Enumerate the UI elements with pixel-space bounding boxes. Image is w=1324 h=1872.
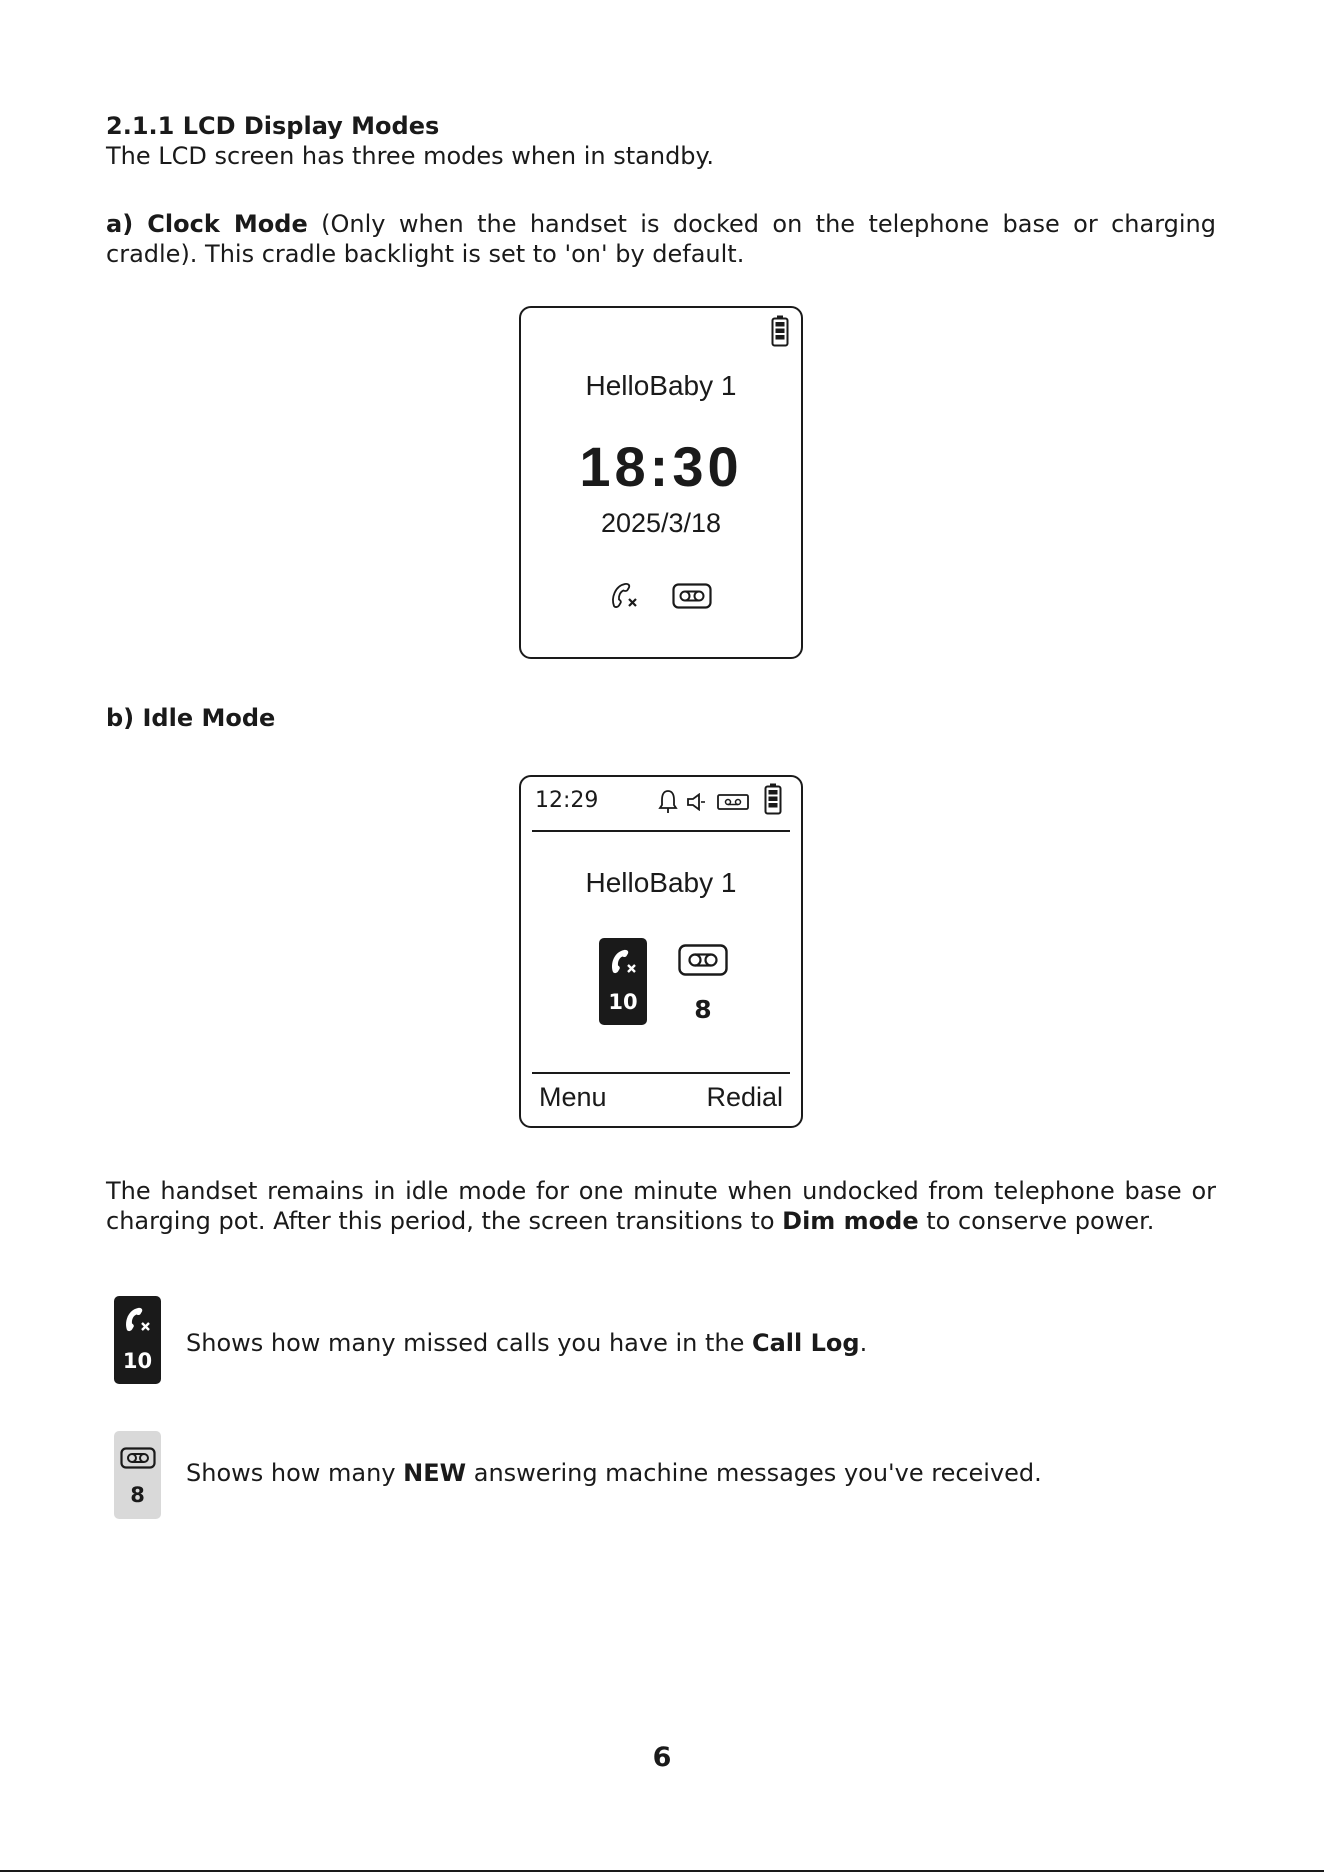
missed-calls-badge[interactable] bbox=[599, 938, 647, 1025]
answering-machine-icon bbox=[672, 583, 712, 609]
answering-machine-icon bbox=[678, 944, 728, 976]
legend-messages-before: Shows how many bbox=[186, 1459, 404, 1487]
menu-softkey[interactable]: Menu bbox=[539, 1082, 607, 1112]
section-intro: The LCD screen has three modes when in standby. bbox=[106, 142, 714, 170]
legend-messages-badge bbox=[114, 1431, 161, 1519]
idle-description-part1: The handset remains in idle mode for one minute when undocked from telephone base or charging pot. After this period, the screen transitions to bbox=[106, 1177, 1216, 1235]
legend-missed-calls-count: 10 bbox=[122, 1349, 153, 1373]
answering-machine-icon bbox=[120, 1447, 156, 1469]
legend-messages-count: 8 bbox=[130, 1483, 145, 1507]
softkey-divider bbox=[532, 1072, 790, 1074]
legend-missed-calls-before: Shows how many missed calls you have in the bbox=[186, 1329, 752, 1357]
idle-mode-screen bbox=[519, 775, 803, 1128]
legend-missed-calls-after: . bbox=[859, 1329, 868, 1357]
status-divider bbox=[532, 830, 790, 832]
missed-calls-count: 10 bbox=[608, 990, 638, 1014]
handset-name: HelloBaby 1 bbox=[585, 370, 737, 401]
idle-mode-paragraph bbox=[106, 1176, 1216, 1236]
status-time: 12:29 bbox=[535, 788, 599, 813]
clock-mode-label: a) Clock Mode bbox=[106, 210, 308, 238]
messages-count: 8 bbox=[694, 995, 712, 1024]
legend-messages-after: answering machine messages you've received. bbox=[466, 1459, 1042, 1487]
page-number: 6 bbox=[652, 1742, 672, 1773]
clock-mode-screen bbox=[519, 306, 803, 659]
handset-name: HelloBaby 1 bbox=[585, 867, 737, 898]
speaker-icon bbox=[686, 793, 706, 811]
clock-mode-paragraph bbox=[106, 209, 1216, 269]
idle-description-part2: to conserve power. bbox=[918, 1207, 1155, 1235]
clock-date: 2025/3/18 bbox=[600, 508, 722, 538]
battery-icon bbox=[764, 783, 782, 815]
redial-softkey[interactable]: Redial bbox=[706, 1082, 783, 1112]
legend-missed-calls-text bbox=[186, 1328, 867, 1358]
missed-call-icon bbox=[608, 946, 640, 976]
missed-call-icon bbox=[609, 580, 641, 610]
alarm-bell-icon bbox=[658, 789, 678, 815]
section-heading: 2.1.1 LCD Display Modes bbox=[106, 112, 440, 140]
answering-machine-icon bbox=[717, 794, 749, 810]
missed-call-icon bbox=[122, 1304, 154, 1334]
new-term: NEW bbox=[403, 1459, 467, 1487]
call-log-term: Call Log bbox=[752, 1329, 860, 1357]
battery-icon bbox=[771, 315, 789, 347]
dim-mode-term: Dim mode bbox=[782, 1207, 919, 1235]
idle-mode-label: b) Idle Mode bbox=[106, 704, 276, 732]
clock-mode-description: (Only when the handset is docked on the telephone base or charging cradle). This cradle backlight is set to 'on' by default. bbox=[106, 210, 1217, 268]
clock-time: 18:30 bbox=[579, 435, 743, 498]
legend-messages-text bbox=[186, 1458, 1042, 1488]
legend-missed-calls-badge bbox=[114, 1296, 161, 1384]
